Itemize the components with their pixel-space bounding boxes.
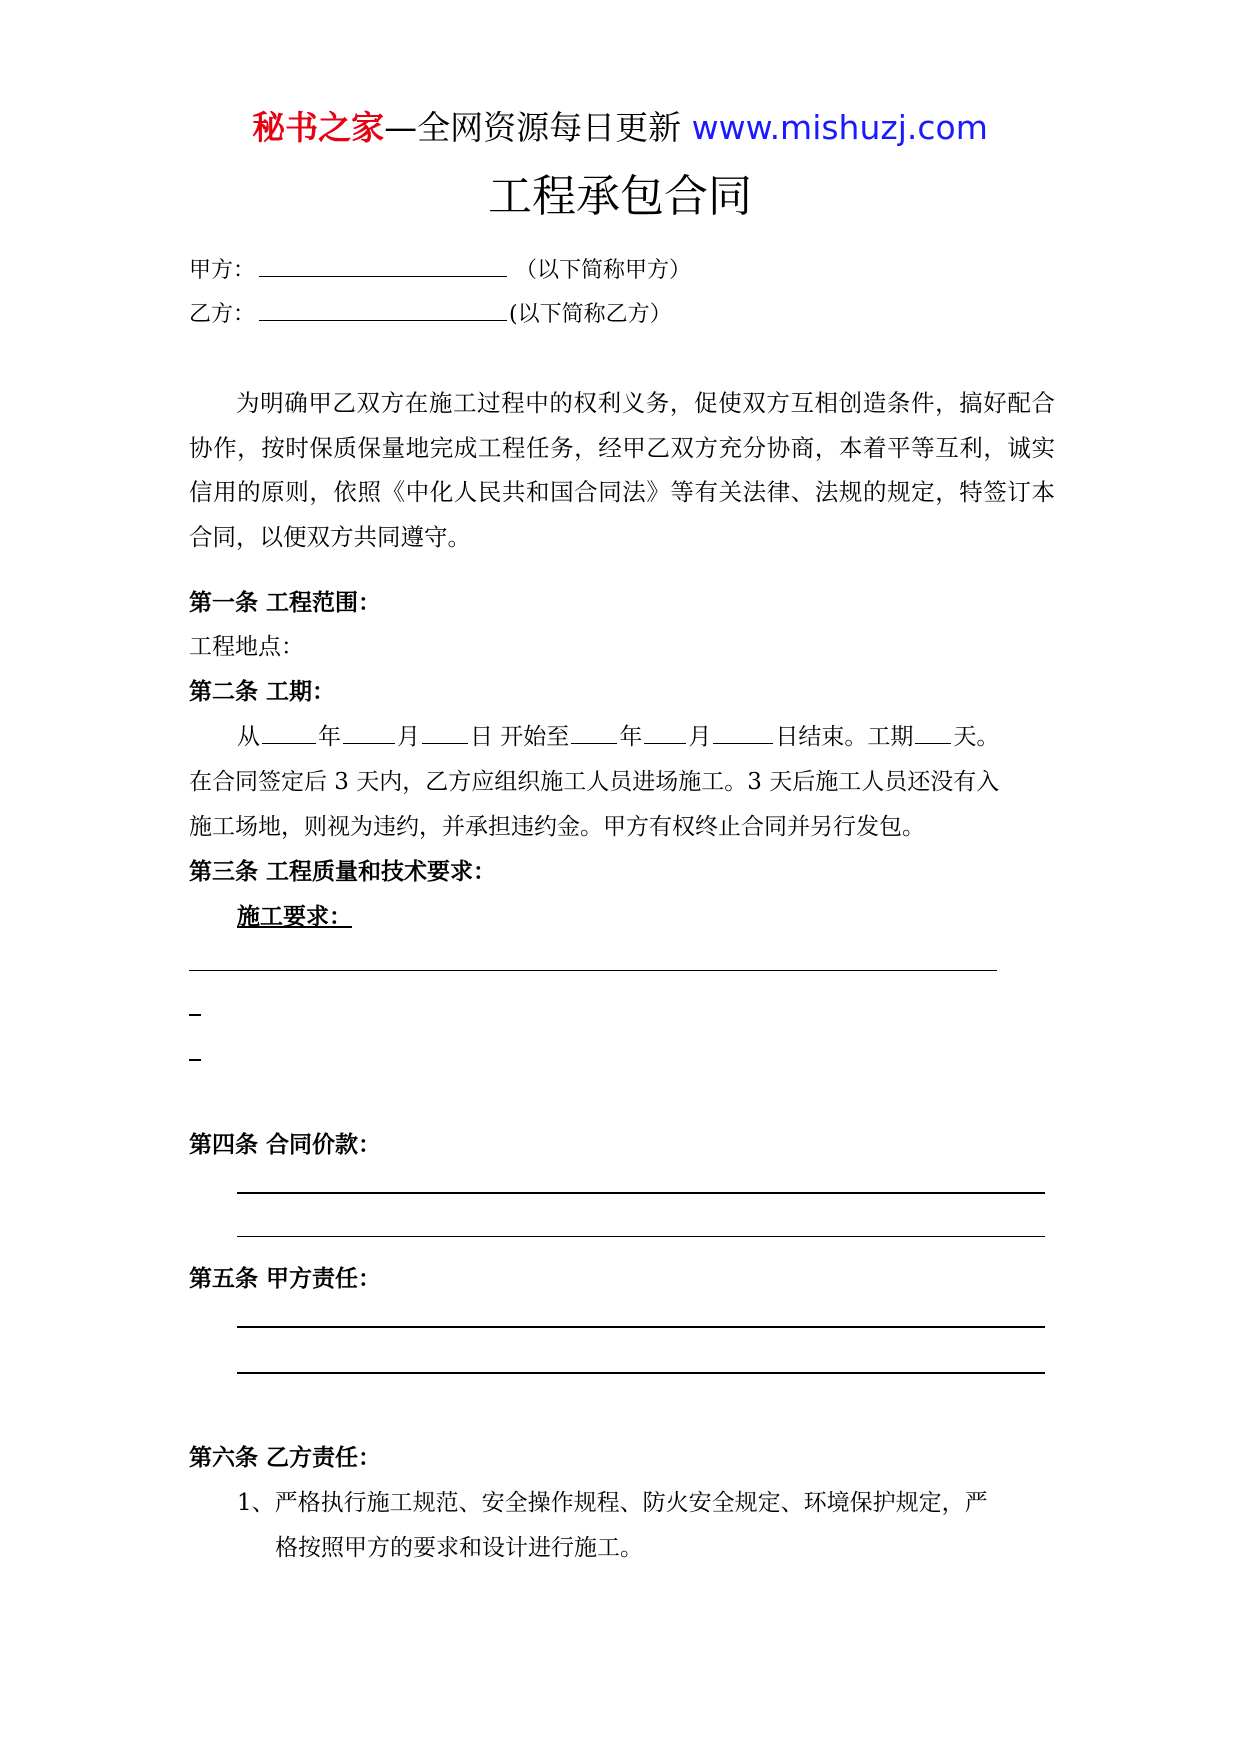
end-month-blank	[644, 742, 686, 744]
party-a-duty-fill-line	[237, 1372, 1045, 1374]
party-b-blank	[259, 319, 507, 321]
duration-days-blank	[915, 742, 951, 744]
article-1-heading: 第一条 工程范围：	[189, 590, 382, 616]
intro-paragraph: 为明确甲乙双方在施工过程中的权利义务，促使双方互相创造条件，搞好配合协作，按时保质保量地完成工程任务，经甲乙双方充分协商，本着平等互利，诚实信用的原则，依照《中化人民共和国合同法》等有关法律、法规的规定，特签订本合同，以便双方共同遵守。	[189, 389, 1055, 551]
article-2-line-2: 在合同签定后 3 天内，乙方应组织施工人员进场施工。3 天后施工人员还没有入	[189, 769, 1000, 795]
party-b-duty-item-1-cont: 格按照甲方的要求和设计进行施工。	[275, 1535, 643, 1561]
article-3-heading: 第三条 工程质量和技术要求：	[189, 859, 497, 885]
requirements-fill-line	[189, 970, 997, 971]
document-title: 工程承包合同	[488, 171, 752, 222]
requirements-fill-line-short	[189, 1014, 201, 1016]
party-b-label: 乙方：	[189, 302, 256, 327]
party-a-label: 甲方：	[189, 258, 256, 283]
article-4-heading: 第四条 合同价款：	[189, 1132, 382, 1158]
article-2-line-3: 施工场地，则视为违约，并承担违约金。甲方有权终止合同并另行发包。	[189, 814, 925, 840]
period-text: 年	[318, 724, 341, 750]
contract-price-fill-line	[237, 1192, 1045, 1194]
party-a-blank	[259, 275, 507, 277]
period-text: 月	[397, 724, 420, 750]
site-url-link[interactable]: www.mishuzj.com	[691, 108, 988, 147]
banner-slogan: —全网资源每日更新	[384, 108, 682, 147]
article-5-heading: 第五条 甲方责任：	[189, 1266, 382, 1292]
construction-period-line	[237, 718, 999, 751]
site-banner	[0, 102, 1240, 149]
brand-name: 秘书之家	[252, 108, 385, 147]
end-day-blank	[713, 742, 773, 744]
period-text: 日 开始至	[470, 724, 570, 750]
party-a-suffix: （以下简称甲方）	[515, 258, 692, 283]
party-a-duty-fill-line	[237, 1326, 1045, 1328]
start-year-blank	[262, 742, 316, 744]
period-text: 天。	[953, 724, 1000, 750]
article-2-heading: 第二条 工期：	[189, 679, 336, 705]
requirements-fill-line-short	[189, 1059, 201, 1061]
start-month-blank	[343, 742, 395, 744]
party-b-line	[189, 297, 672, 328]
period-text: 月	[688, 724, 712, 750]
contract-price-fill-line	[237, 1236, 1045, 1237]
article-6-heading: 第六条 乙方责任：	[189, 1445, 382, 1471]
party-b-suffix: (以下简称乙方）	[509, 302, 672, 327]
construction-requirements-label: 施工要求：	[237, 904, 352, 930]
party-b-duty-item-1: 1、严格执行施工规范、安全操作规程、防火安全规定、环境保护规定，严	[237, 1490, 988, 1516]
party-a-line	[189, 253, 691, 284]
period-text: 年	[619, 724, 643, 750]
start-day-blank	[422, 742, 468, 744]
end-year-blank	[571, 742, 617, 744]
period-text: 日结束。工期	[775, 724, 914, 750]
period-text: 从	[237, 724, 260, 750]
project-location-label: 工程地点：	[189, 634, 304, 660]
